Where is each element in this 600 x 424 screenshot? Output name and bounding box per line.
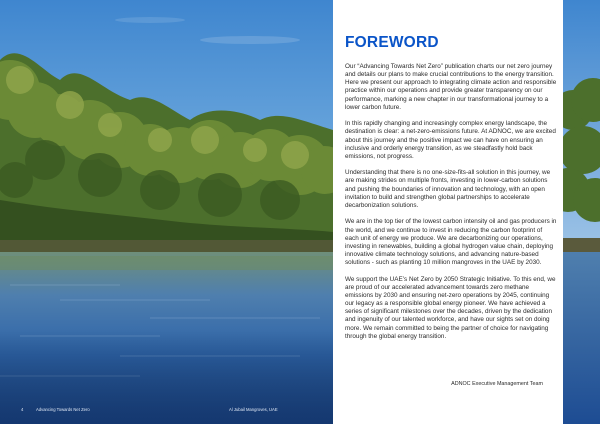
- signature: ADNOC Executive Management Team: [451, 381, 543, 387]
- paragraph: Our “Advancing Towards Net Zero” publication charts our net zero journey and details our plans to make crucial contributions to the energy transition. Here we present our approach to integrating climate action and responsible practice within our operations and provide greater transparency on our performance, marking a new chapter in our transformational journey to a lower carbon future.: [345, 63, 557, 111]
- right-edge-photo: [563, 0, 600, 424]
- page-title: FOREWORD: [345, 34, 439, 51]
- paragraph: We support the UAE’s Net Zero by 2050 Strategic Initiative. To this end, we are proud of our accelerated advancement towards zero methane emissions by 2030 and ensuring net-zero operations by 2045, continuing our legacy as a responsible global energy pioneer. We have achieved a series of significant milestones over the decades, driven by the dedication and ingenuity of our talented workforce, and have our sights set on doing more. We remain committed to being the partner of choice for navigating through the global energy transition.: [345, 275, 556, 340]
- foreword-body: [345, 63, 557, 349]
- paragraph: Understanding that there is no one-size-fits-all solution in this journey, we are making strides on multiple fronts, investing in lower-carbon solutions and pushing the boundaries of innovation and technology, with an open invitation to build and strengthen global partnerships to accelerate decarbonization solutions.: [345, 169, 551, 209]
- paragraph: In this rapidly changing and increasingly complex energy landscape, the destination is clear: a net-zero-emissions future. At ADNOC, we are excited about this journey and the positive impact we can have on ensuring an inclusive and orderly energy transition, as we steadfastly hold back emissions, not progress.: [345, 120, 556, 160]
- page-number: 4: [21, 407, 24, 412]
- photo-caption: Al Jubail Mangroves, UAE: [229, 407, 278, 412]
- publication-name: Advancing Towards Net Zero: [36, 407, 90, 412]
- paragraph: We are in the top tier of the lowest carbon intensity oil and gas producers in the world, and we continue to invest in reducing the carbon footprint of each unit of energy we produce. We are decarbonizing our operations, investing in renewables, building a global hydrogen value chain, deploying innovative climate technology solutions, and advancing nature-based solutions - such as planting 10 million mangroves in the UAE by 2030.: [345, 218, 557, 267]
